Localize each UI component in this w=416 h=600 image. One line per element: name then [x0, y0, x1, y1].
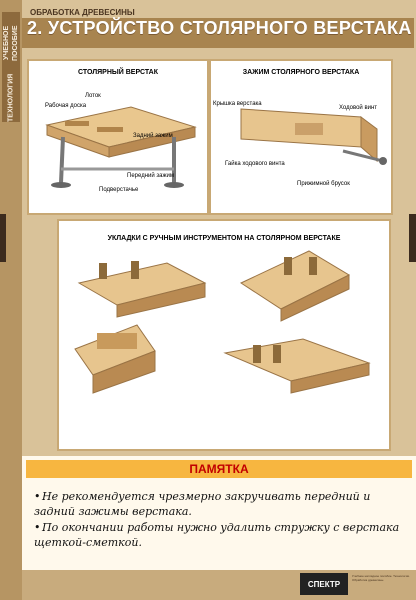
clamp-panel — [209, 59, 393, 215]
label-front-clamp: Передний зажим — [127, 173, 174, 179]
footer-text: Учебное наглядное пособие. Технология. Обработка древесины. — [352, 574, 410, 582]
workbench-panel — [27, 59, 209, 215]
subject-label: ТЕХНОЛОГИЯ УЧЕБНОЕ ПОСОБИЕ — [2, 12, 20, 122]
tools-panel — [57, 219, 391, 451]
label-screw: Ходовой винт — [339, 105, 378, 111]
label-nut: Гайка ходового винта — [225, 161, 285, 167]
left-tab — [0, 214, 6, 262]
clamp-title: ЗАЖИМ СТОЛЯРНОГО ВЕРСТАКА — [242, 69, 360, 76]
label-tray: Лоток — [85, 93, 101, 99]
tools-illustration — [59, 221, 389, 449]
memo-header — [26, 460, 412, 478]
publisher-logo: СПЕКТР — [300, 573, 348, 595]
sidebar — [0, 0, 22, 600]
right-tab — [409, 214, 416, 262]
section-label: ОБРАБОТКА ДРЕВЕСИНЫ — [30, 8, 135, 17]
page-title: 2. УСТРОЙСТВО СТОЛЯРНОГО ВЕРСТАКА — [27, 18, 412, 38]
memo-item-1: • Не рекомендуется чрезмерно закручивать передний и задний зажимы верстака. — [34, 490, 371, 518]
workbench-title: СТОЛЯРНЫЙ ВЕРСТАК — [77, 69, 158, 76]
label-base: Подверстачье — [99, 187, 139, 193]
label-block: Прижимной брусок — [297, 181, 350, 187]
tools-title: УКЛАДКИ С РУЧНЫМ ИНСТРУМЕНТОМ НА СТОЛЯРНОМ ВЕРСТАКЕ — [107, 235, 341, 242]
label-cover: Крышка верстака — [213, 101, 262, 107]
memo-title: ПАМЯТКА — [189, 462, 249, 476]
label-board: Рабочая доска — [45, 103, 87, 109]
memo-item-2: • По окончании работы нужно удалить стружку с верстака щеткой-сметкой. — [34, 521, 400, 549]
clamp-illustration — [211, 61, 391, 213]
label-rear-clamp: Задний зажим — [133, 133, 173, 139]
